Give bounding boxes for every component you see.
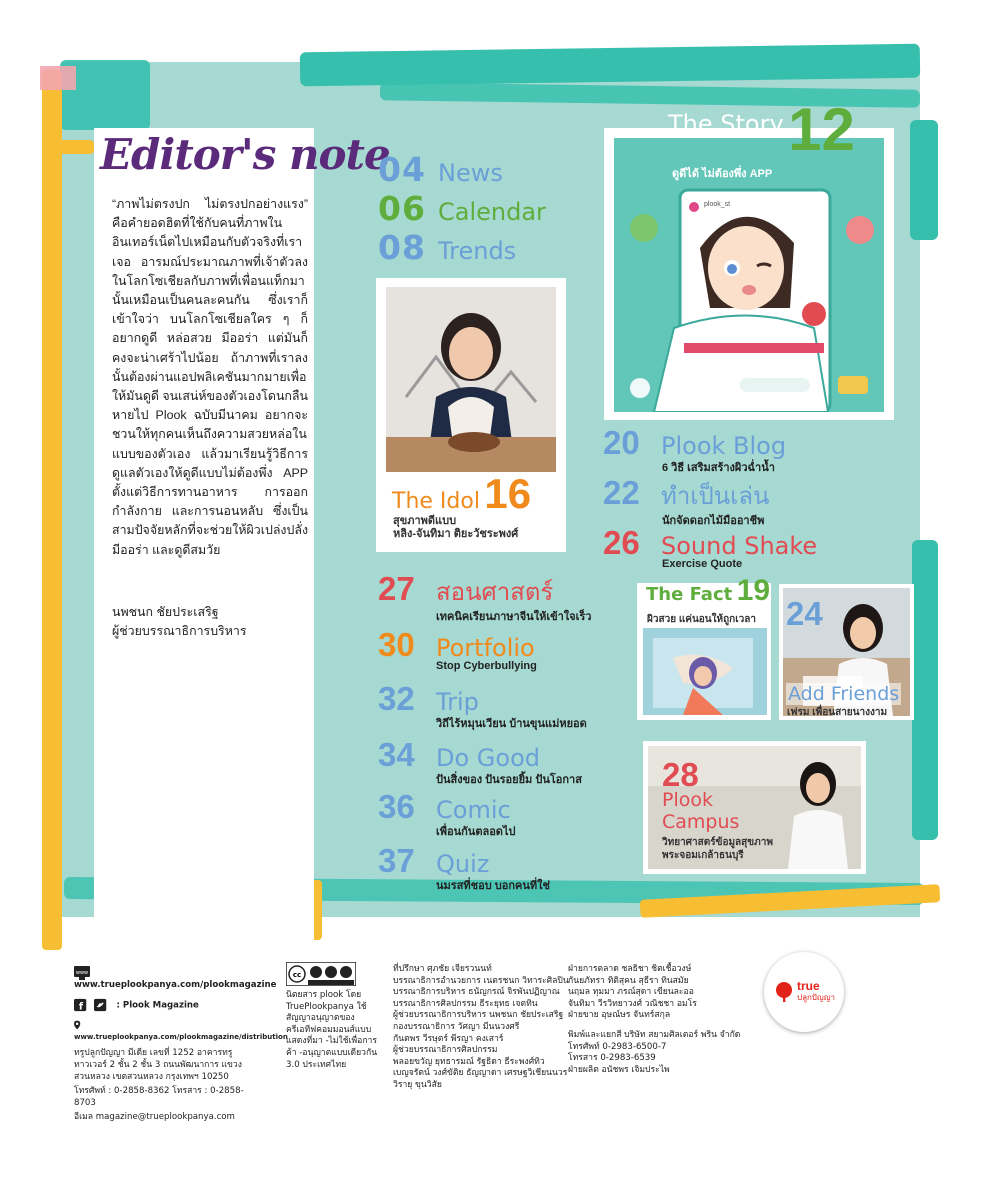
toc-page-number: 22 — [603, 474, 640, 511]
distribution-link[interactable]: www.trueplookpanya.com/plookmagazine/distribution — [74, 1032, 288, 1041]
idol-label: The Idol — [392, 489, 480, 514]
credit-line: กองบรรณาธิการ วัศญา มีนนวงศรี — [393, 1021, 520, 1032]
creative-commons-badge-icon — [286, 962, 356, 986]
story-heading[interactable] — [668, 95, 855, 164]
toc-label: Quiz — [436, 850, 490, 878]
website-link[interactable]: www.trueplookpanya.com/plookmagazine — [74, 980, 277, 991]
distribution-row[interactable] — [74, 1018, 288, 1044]
website-row[interactable] — [74, 966, 277, 992]
toc-subtitle: ปันสิ่งของ ปันรอยยิ้ม ปันโอกาส — [436, 774, 582, 786]
toc-label: ทำเป็นเล่น — [661, 482, 770, 510]
toc-label: Comic — [436, 796, 511, 824]
logo-brand: true — [796, 979, 820, 993]
toc-page-number: 32 — [378, 680, 415, 717]
campus-sub-line: วิทยาศาสตร์ข้อมูลสุขภาพ — [662, 837, 773, 848]
friends-page-number: 24 — [786, 595, 823, 632]
monitor-icon — [74, 966, 90, 980]
credit-line: ฝ่ายขาย อุษณ์ษร จันทร์สกุล — [568, 1010, 671, 1021]
credit-line: โทรศัพท์ 0-2983-6500-7 — [568, 1041, 667, 1052]
campus-label-line: Plook — [662, 789, 713, 811]
credit-line: ผู้ช่วยบรรณาธิการศิลปกรรม — [393, 1045, 498, 1056]
toc-page-number: 34 — [378, 736, 415, 773]
footer-contact — [74, 966, 288, 1124]
credit-line: กันตพร วีรษุตร์ พีรญา คงเสาร์ — [393, 1033, 504, 1044]
toc-item[interactable] — [603, 524, 817, 570]
idol-subtitle — [393, 515, 518, 541]
fact-art — [643, 628, 767, 715]
toc-page-number: 26 — [603, 524, 640, 561]
credits-column-2 — [568, 964, 748, 1076]
yellow-brush — [58, 140, 94, 154]
signer-name: นพชนก ชัยประเสริฐ — [112, 605, 219, 619]
toc-subtitle: Exercise Quote — [662, 558, 743, 570]
idol-page-number: 16 — [484, 470, 532, 517]
toc-subtitle: วิถีไร้หมุนเวียน บ้านขุนแม่หยอด — [436, 718, 587, 730]
story-label: The Story — [668, 110, 784, 138]
trueplookpanya-logo[interactable] — [764, 952, 844, 1032]
credit-line: ที่ปรึกษา ศุภชัย เจียรวนนท์ — [393, 964, 492, 974]
toc-item[interactable] — [378, 570, 591, 625]
toc-page-number: 06 — [378, 189, 426, 228]
fact-page-number: 19 — [736, 574, 771, 607]
credit-line: โทรสาร 0-2983-6539 — [568, 1053, 656, 1064]
email: อีเมล magazine@trueplookpanya.com — [74, 1112, 235, 1123]
editor-note-body: “ภาพไม่ตรงปก ไม่ตรงปกอย่างแรง” คือคำยอดฮิตที่ใช้กับคนที่ภาพในอินเทอร์เน็ตไปเหมือนกับตัวจริงที่เราเจอ อารมณ์ประมาณภาพที่เจ้าตัวลงในโลกโซเชียลกับภาพที่เพื่อนแท็กมานั้นเหมือนเป็นคนละคนกัน ซึ่งเราก็เข้าใจว่า บนโลกโซเชียลใคร ๆ ก็อยากดูดี หล่อสวย มีออร่า แต่มันก็คงจะน่าเศร้าไปน้อย ถ้าภาพที่เราลงนั้นต้องผ่านแอปพลิเคชันมากมายเพื่อให้มันดูดี จนเสน่ห์ของตัวเองโดนกลืนหายไป Plook ฉบับมีนาคม อยากจะชวนให้ทุกคนเห็นถึงความสวยหล่อในแบบของตัวเอง แล้วมาเรียนรู้วิธีการดูแลตัวเองให้ดูดีแบบไม่ต้องพึ่ง APP ตั้งแต่วิธีการทานอาหาร การออกกำลังกาย และการนอนหลับ ซึ่งเป็นสามปัจจัยหลักที่จะช่วยให้ผิวเปล่งปลั่ง มีออร่า และดูดีสมวัย — [112, 197, 308, 557]
story-subtitle: ดูดีได้ ไม่ต้องพึ่ง APP — [672, 168, 773, 180]
credit-line: บรรณาธิการอำนวยการ เนตรชนก วิทาระศิลปิน — [393, 975, 569, 986]
toc-page-number: 20 — [603, 424, 640, 461]
credit-line: บรรณาธิการบริหาร ธนัญกรณ์ จิรพันปฏิญาณ — [393, 987, 560, 998]
toc-subtitle: เพื่อนกันตลอดไป — [436, 826, 516, 838]
location-pin-icon — [74, 1018, 84, 1032]
svg-text:f: f — [78, 1001, 84, 1012]
toc-subtitle: เทคนิคเรียนภาษาจีนให้เข้าใจเร็ว — [436, 611, 592, 623]
idol-sub-line: สุขภาพดีแบบ — [393, 515, 457, 527]
idol-photo[interactable] — [386, 287, 556, 472]
brush-stroke — [910, 120, 938, 240]
tree-icon — [773, 981, 795, 1003]
idol-sub-line: หลิง-จันทิมา ติยะวัชระพงศ์ — [393, 528, 519, 540]
yellow-brush — [42, 70, 62, 950]
credit-line: กันยภัทรา ทิติสุคน สุธีรา ทินสมัย — [568, 975, 689, 986]
toc-subtitle: Stop Cyberbullying — [436, 660, 537, 672]
credit-line: ผู้ช่วยบรรณาธิการบริหาร นพชนก ชัยประเสริฐ — [393, 1010, 564, 1021]
toc-label: Calendar — [438, 198, 546, 226]
toc-label: Do Good — [436, 744, 540, 772]
fact-label: The Fact — [646, 584, 733, 605]
toc-label: Plook Blog — [661, 432, 787, 460]
toc-label: Trends — [438, 237, 517, 265]
toc-subtitle: นักจัดดอกไม้มืออาชีพ — [662, 515, 765, 527]
toc-page-number: 37 — [378, 842, 415, 879]
credit-line: บรรณาธิการศิลปกรรม ธีระยุทธ เจตทิน — [393, 998, 538, 1009]
credit-line: นฤมล ทุมมา ภรณ์สุดา เขียนละออ — [568, 987, 694, 998]
friends-label[interactable]: Add Friends — [788, 683, 900, 705]
toc-item[interactable] — [378, 150, 546, 189]
campus-page-number: 28 — [662, 756, 699, 793]
credit-line: พิมพ์และแยกสี บริษัท สยามศิลเตอร์ พริน จำกัด — [568, 1029, 741, 1040]
license-text: นิตยสาร plook โดย TruePlookpanya ใช้สัญญาอนุญาตของครีเอทีฟคอมมอนส์แบบแสดงที่มา -ไม่ใช้เพื่อการค้า -อนุญาตแบบเดียวกัน 3.0 ประเทศไทย — [286, 990, 378, 1070]
credit-line: ฝ่ายการตลาด ชลธิชา ชิตเชื้อวงษ์ — [568, 964, 692, 974]
campus-sub-line: พระจอมเกล้าธนบุรี — [662, 850, 744, 861]
story-page-number: 12 — [788, 96, 855, 163]
toc-item[interactable] — [603, 474, 769, 529]
toc-subtitle: นมรสที่ชอบ บอกคนที่ใช่ — [436, 880, 550, 892]
toc-page-number: 30 — [378, 626, 415, 663]
idol-heading[interactable] — [392, 470, 531, 518]
brush-stroke — [912, 540, 938, 840]
social-handle: : Plook Magazine — [116, 1000, 199, 1011]
campus-label[interactable] — [662, 789, 739, 833]
signer-role: ผู้ช่วยบรรณาธิการบริหาร — [112, 624, 247, 638]
toc-top — [378, 150, 546, 267]
campus-subtitle — [662, 836, 773, 862]
toc-label: News — [438, 159, 503, 187]
credit-line: พลอยขวัญ ยุทธารมณ์ รัฐธิดา ธีระพงศ์ทิว — [393, 1056, 545, 1067]
toc-page-number: 04 — [378, 150, 426, 189]
toc-label: Portfolio — [436, 634, 535, 662]
toc-page-number: 36 — [378, 788, 415, 825]
story-phone-user: plook_st — [704, 201, 731, 208]
fact-illustration[interactable] — [643, 628, 767, 715]
idol-illustration — [386, 287, 556, 472]
license-block — [286, 962, 378, 1071]
toc-item[interactable] — [378, 228, 546, 267]
toc-item[interactable] — [378, 626, 537, 672]
svg-text:cc: cc — [292, 971, 302, 979]
twitter-icon[interactable] — [94, 998, 108, 1012]
toc-subtitle: 6 วิธี เสริมสร้างผิวฉ่ำน้ำ — [662, 462, 775, 474]
credit-line: ฝ่ายผลิต อนัชพร เจิมประไพ — [568, 1064, 670, 1075]
credit-line: วิรายุ ขุนวิสัย — [393, 1079, 442, 1090]
toc-label: สอนศาสตร์ — [436, 578, 554, 606]
editor-signature — [112, 603, 308, 641]
pink-tape — [40, 66, 76, 90]
toc-item[interactable] — [603, 424, 786, 476]
toc-item[interactable] — [378, 842, 550, 894]
toc-page-number: 27 — [378, 570, 415, 607]
toc-item[interactable] — [378, 189, 546, 228]
toc-item[interactable] — [378, 680, 587, 732]
toc-label: Sound Shake — [661, 532, 818, 560]
friends-subtitle: เฟรม เพื่อนสายนางงาม — [787, 707, 888, 718]
credit-line: เบญจรัตน์ วงศ์ขัติย ธัญญาดา เศรษฐวิเชียนนวร — [393, 1068, 568, 1079]
svg-text:www: www — [75, 970, 89, 976]
social-row[interactable] — [74, 998, 264, 1012]
credit-line: จันทิมา วีรวิทยาวงศ์ วณิชชา อมโร — [568, 998, 697, 1009]
credits-column-1 — [393, 964, 569, 1092]
toc-label: Trip — [436, 688, 479, 716]
toc-page-number: 08 — [378, 228, 426, 267]
credit-line — [568, 1022, 748, 1030]
logo-sub: ปลูกปัญญา — [796, 993, 836, 1002]
toc-item[interactable] — [378, 736, 582, 788]
editor-note-title: Editor's note — [100, 130, 390, 179]
address: ทรูปลูกปัญญา มีเดีย เลขที่ 1252 อาคารทรู ทาวเวอร์ 2 ชั้น 2 ชั้น 3 ถนนพัฒนาการ แขวงสวนหลวง เขตสวนหลวง กรุงเทพฯ 10250 — [74, 1048, 242, 1082]
phone: โทรศัพท์ : 0-2858-8362 โทรสาร : 0-2858-8703 — [74, 1086, 244, 1108]
fact-heading[interactable] — [646, 574, 770, 608]
facebook-icon[interactable] — [74, 998, 88, 1012]
toc-item[interactable] — [378, 788, 515, 840]
fact-subtitle: ผิวสวย แค่นอนให้ถูกเวลา — [647, 614, 757, 625]
campus-label-line: Campus — [662, 811, 740, 833]
